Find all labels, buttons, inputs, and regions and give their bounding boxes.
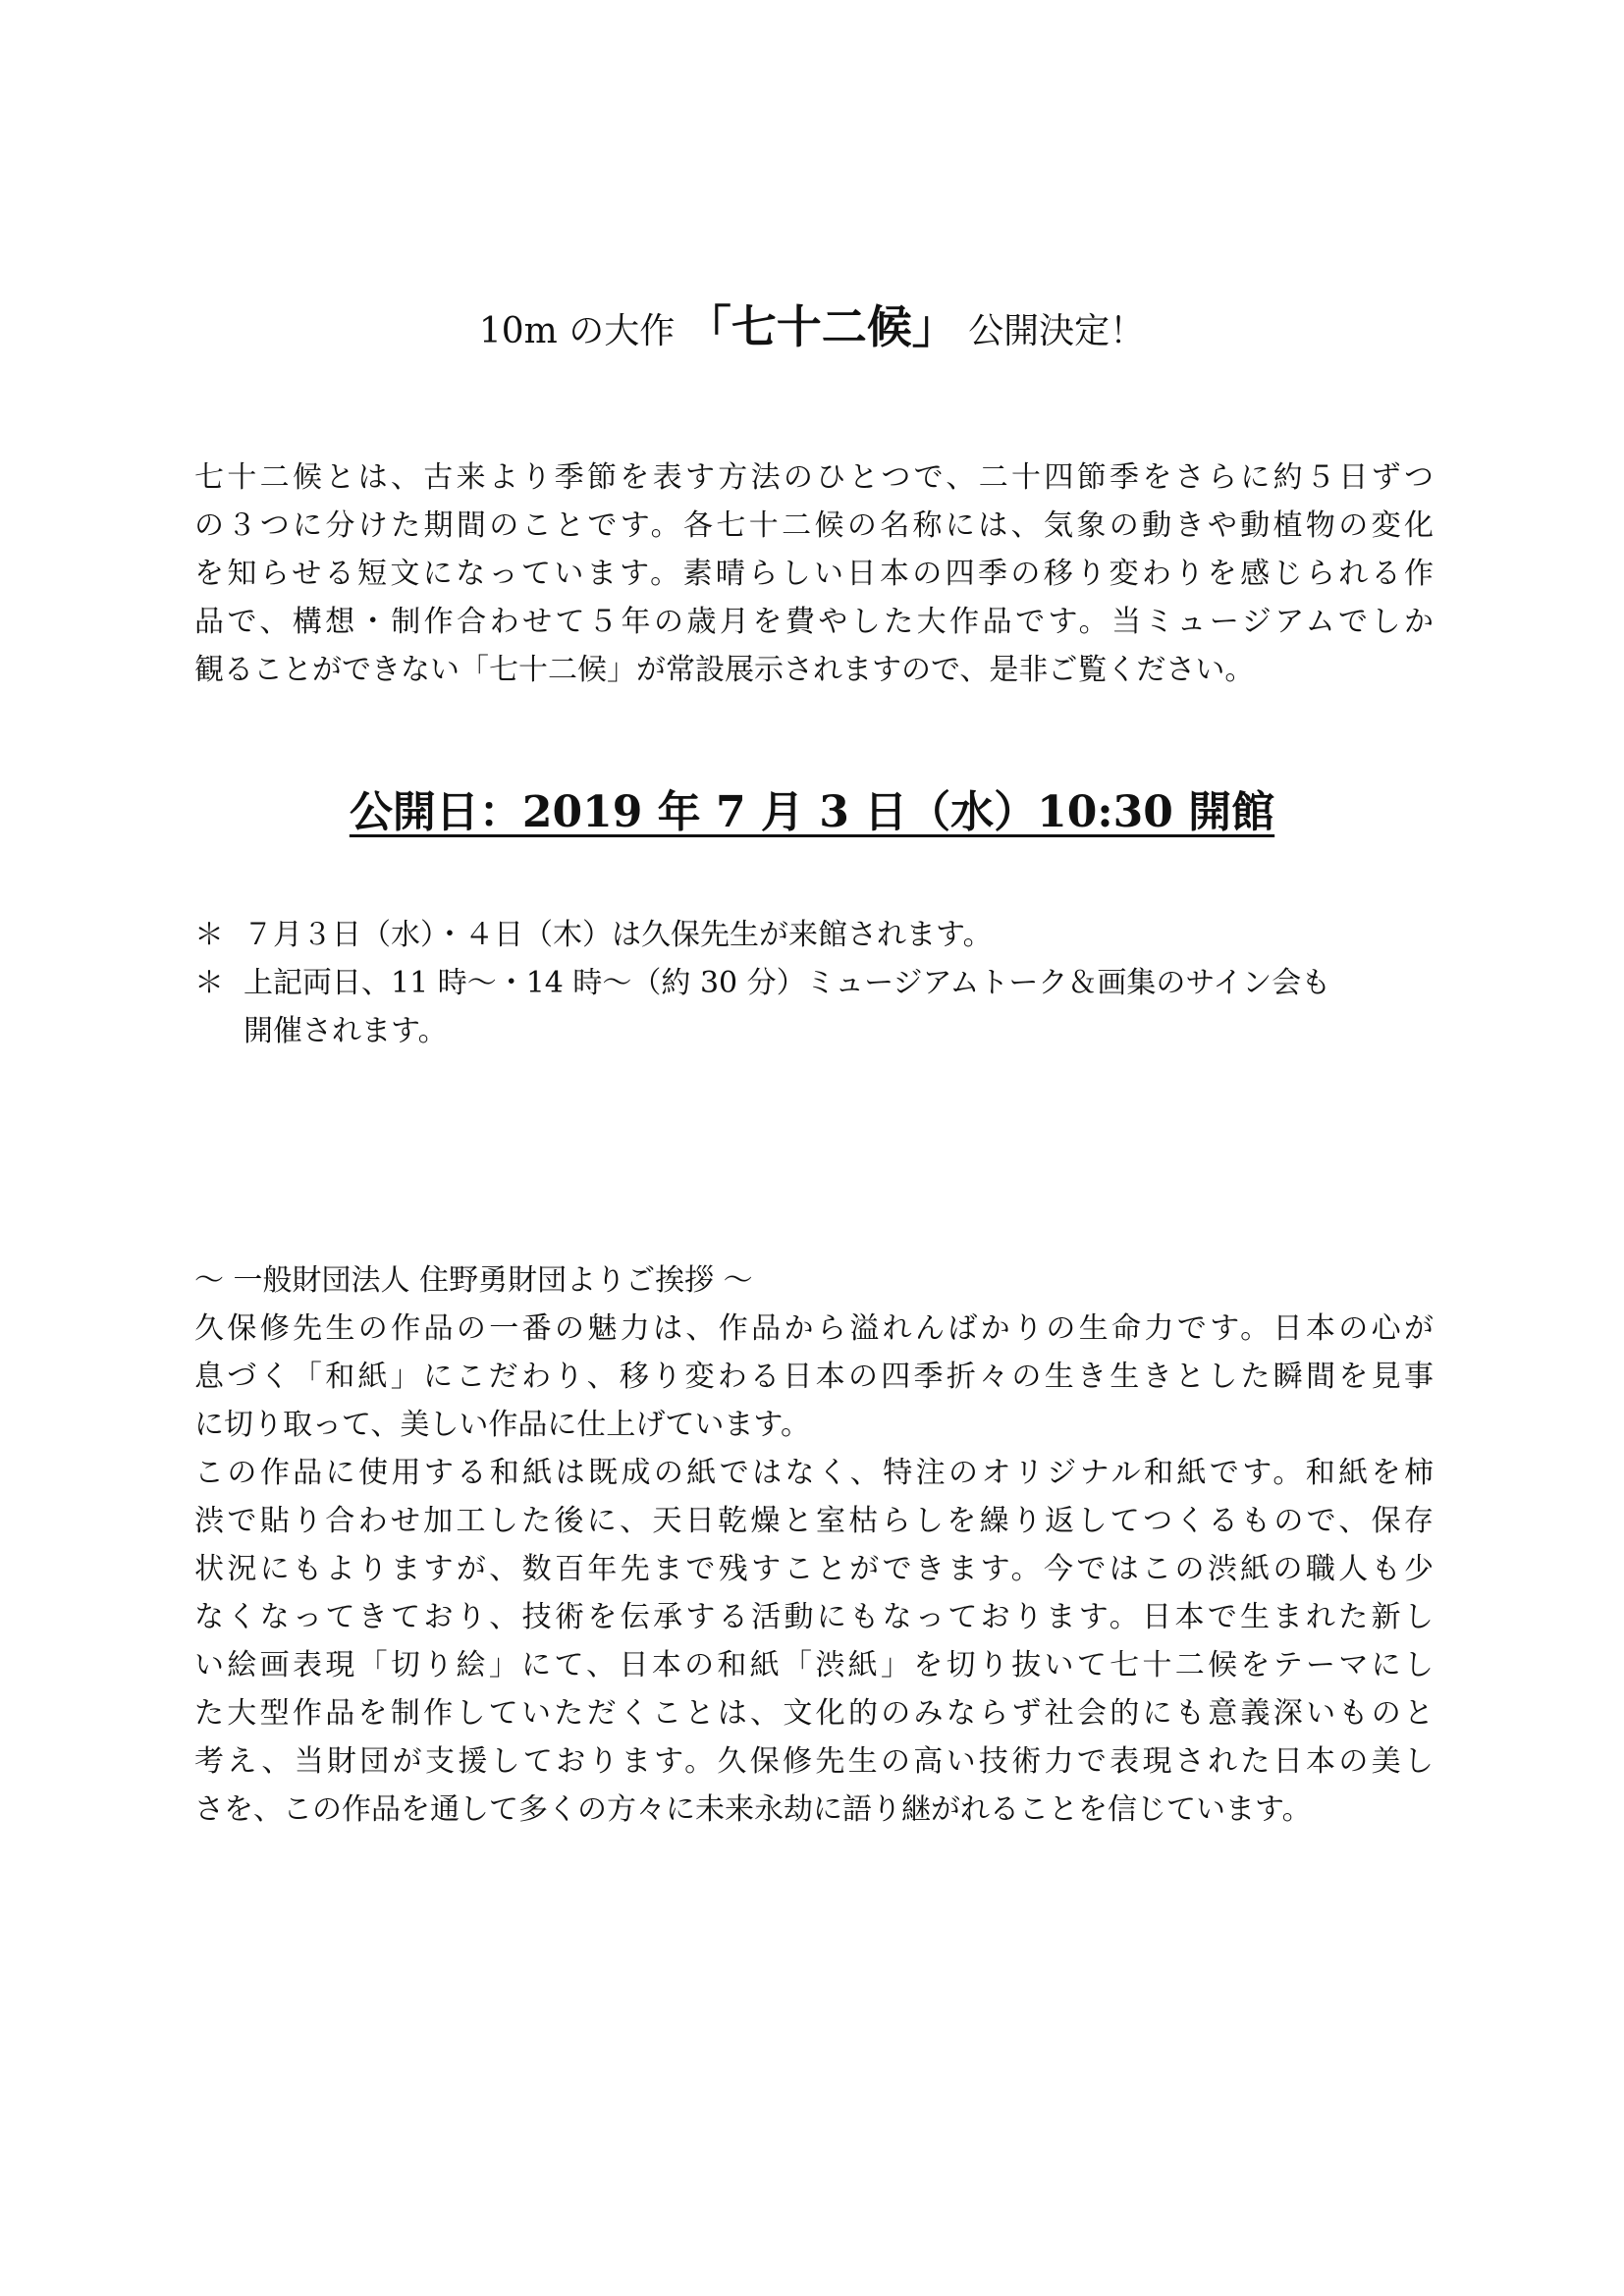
note-line: 開催されます。 — [244, 1014, 448, 1048]
headline — [0, 293, 1624, 366]
opening-date: 公開日：2019 年 7 月 3 日（水）10:30 開館 — [349, 787, 1275, 837]
headline-artwork-name: 「七十二候」 — [685, 300, 957, 353]
intro-line: 品で、構想・制作合わせて５年の歳月を費やした大作品です。当ミュージアムでしか — [194, 605, 1434, 639]
greeting-line: さを、この作品を通して多くの方々に未来永劫に語り継がれることを信じています。 — [194, 1792, 1312, 1827]
asterisk-mark: ＊ — [194, 966, 224, 1000]
greeting-line: この作品に使用する和紙は既成の紙ではなく、特注のオリジナル和紙です。和紙を柿 — [194, 1456, 1434, 1490]
greeting-line: た大型作品を制作していただくことは、文化的のみならず社会的にも意義深いものと — [194, 1696, 1434, 1731]
notes-list — [194, 911, 1434, 1055]
greeting-line: なくなってきており、技術を伝承する活動にもなっております。日本で生まれた新し — [194, 1600, 1434, 1634]
note-line: ７月３日（水）・４日（木）は久保先生が来館されます。 — [244, 918, 993, 952]
note-item — [194, 959, 1434, 1055]
greeting-section — [194, 1256, 1434, 1834]
greeting-heading: ～ 一般財団法人 住野勇財団よりご挨拶 ～ — [194, 1263, 753, 1298]
intro-line: を知らせる短文になっています。素晴らしい日本の四季の移り変わりを感じられる作 — [194, 557, 1434, 591]
intro-line: 観ることができない「七十二候」が常設展示されますので、是非ご覧ください。 — [194, 653, 1255, 687]
headline-suffix: 公開決定！ — [968, 311, 1146, 351]
asterisk-mark: ＊ — [194, 918, 224, 952]
greeting-line: 息づく「和紙」にこだわり、移り変わる日本の四季折々の生き生きとした瞬間を見事 — [194, 1360, 1434, 1394]
greeting-line: 考え、当財団が支援しております。久保修先生の高い技術力で表現された日本の美し — [194, 1744, 1434, 1779]
greeting-line: 状況にもよりますが、数百年先まで残すことができます。今ではこの渋紙の職人も少 — [194, 1552, 1434, 1586]
intro-line: 七十二候とは、古来より季節を表す方法のひとつで、二十四節季をさらに約５日ずつ — [194, 460, 1434, 495]
greeting-line: 渋で貼り合わせ加工した後に、天日乾燥と室枯らしを繰り返してつくるもので、保存 — [194, 1504, 1434, 1538]
headline-prefix: 10m の大作 — [478, 311, 676, 351]
greeting-line: い絵画表現「切り絵」にて、日本の和紙「渋紙」を切り抜いて七十二候をテーマにし — [194, 1648, 1434, 1682]
intro-paragraph — [194, 454, 1434, 694]
greeting-line: に切り取って、美しい作品に仕上げています。 — [194, 1408, 810, 1442]
intro-line: の３つに分けた期間のことです。各七十二候の名称には、気象の動きや動植物の変化 — [194, 508, 1434, 543]
note-item — [194, 911, 1434, 959]
opening-date-heading — [0, 777, 1624, 848]
greeting-line: 久保修先生の作品の一番の魅力は、作品から溢れんばかりの生命力です。日本の心が — [194, 1311, 1434, 1346]
note-line: 上記両日、11 時～・14 時～（約 30 分）ミュージアムトーク＆画集のサイン会も — [244, 966, 1331, 1000]
